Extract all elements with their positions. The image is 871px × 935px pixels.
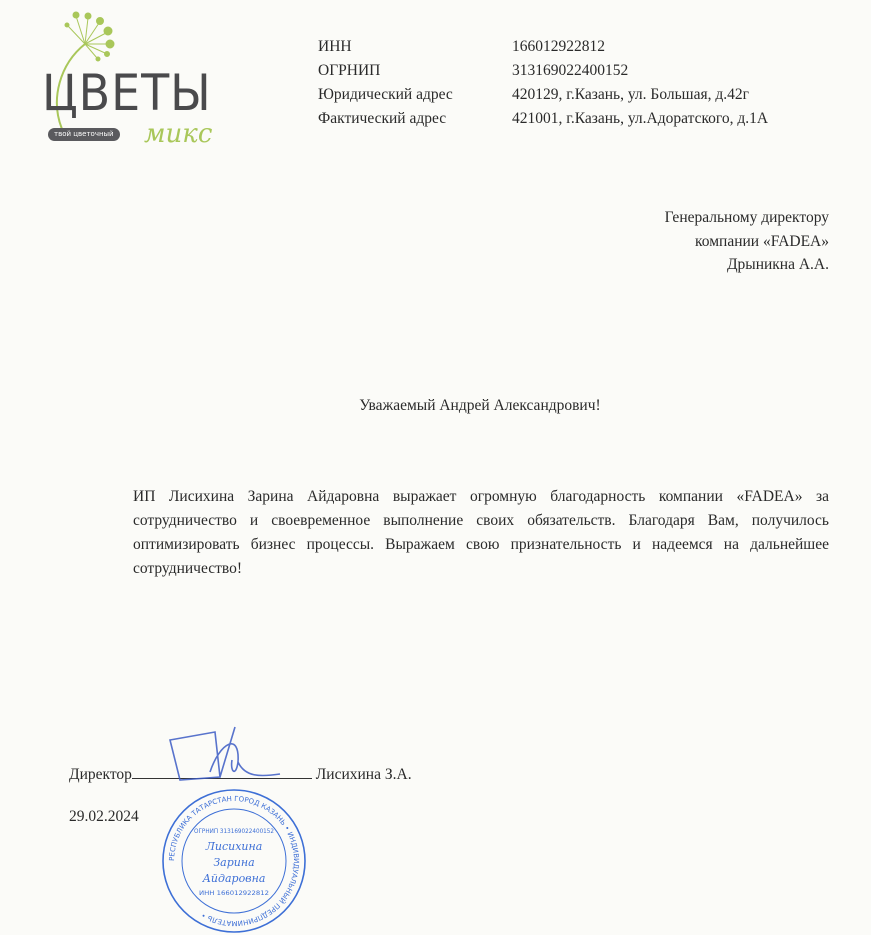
stamp-center-line: Зарина [213, 856, 255, 869]
requisite-value: 421001, г.Казань, ул.Адоратского, д.1А [512, 110, 769, 127]
signer-position: Директор [69, 766, 132, 783]
requisite-row [318, 83, 749, 107]
requisite-row [318, 107, 768, 131]
addressee-line: Дрыникна А.А. [726, 256, 829, 273]
requisite-value: 420129, г.Казань, ул. Большая, д.42г [512, 86, 749, 103]
stamp-seal [160, 787, 308, 935]
requisite-label: Юридический адрес [318, 86, 453, 103]
handwritten-signature [160, 722, 290, 792]
addressee [665, 206, 829, 277]
logo-tagline: твой цветочный [48, 128, 120, 141]
addressee-line: компании «FADEA» [695, 232, 829, 250]
requisite-label: ИНН [318, 38, 352, 55]
requisite-row [318, 35, 605, 59]
stamp-center-line: Лисихина [205, 840, 263, 853]
signer-name: Лисихина З.А. [315, 766, 412, 783]
stamp-inn: ИНН 166012922812 [199, 889, 269, 897]
requisite-label: Фактический адрес [318, 110, 447, 127]
logo-main-text: ЦВЕТЫ [42, 64, 212, 122]
requisite-label: ОГРНИП [318, 62, 381, 79]
requisite-row [318, 59, 628, 83]
stamp-ogrnip: ОГРНИП 313169022400152 [194, 827, 274, 835]
addressee-line: Генеральному директору [664, 209, 829, 226]
stamp-center-line: Айдаровна [202, 872, 266, 885]
letter-date: 29.02.2024 [69, 808, 139, 825]
logo-script-text: микс [144, 119, 213, 149]
greeting: Уважаемый Андрей Александрович! [359, 397, 601, 414]
company-logo [40, 4, 240, 149]
requisite-value: 313169022400152 [512, 62, 629, 79]
requisite-value: 166012922812 [512, 38, 605, 55]
stamp-ring-text: РЕСПУБЛИКА ТАТАРСТАН ГОРОД КАЗАНЬ • ИНДИВИДУАЛЬНЫЙ ПРЕДПРИНИМАТЕЛЬ • [167, 794, 301, 928]
letter-body: ИП Лисихина Зарина Айдаровна выражает огромную благодарность компании «FADEA» за сотрудничество и своевременное выполнение своих обязательств. Благодаря Вам, получилось оптимизировать бизнес процессы. Выражаем свою признательность и надеемся на дальнейшее сотрудничество! [133, 488, 829, 577]
